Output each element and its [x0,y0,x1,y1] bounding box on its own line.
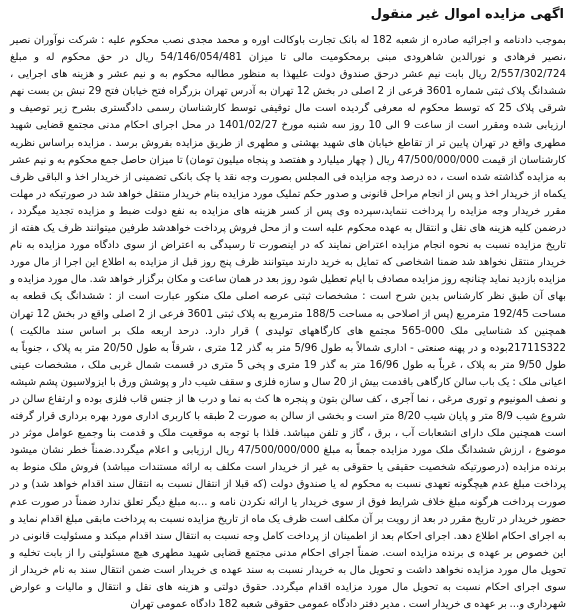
notice-title: اگهی مزایده اموال غیر منقول [370,7,564,22]
notice-body: بموجب دادنامه و اجرائیه صادره از شعبه 182 له بانک تجارت باوکالت اوره و محمد مجدی نصب محکوم علیه : شرکت نوآوران نصیر ،نصیر فرهادی و نورالدین شاهرودی مبنی برمحکومیت مالی تا میزان 54/146/054/481 ریال در حق محکوم له و مبلغ 2/557/302/724 ریال بابت نیم عشر درحق صندوق دولت علیهذا به منظور مطالبه محکوم به و نیم عشر و هزینه های اجرایی ، ششدانگ پلاک ثبتی شماره 3601 فرعی از 2 اصلی در بخش 12 تهران به آدرس تهران بزرگراه فتح خیابان فتح 29 نبش بن بست نهم شرقی پلاک 25 که توسط محکوم له معرفی گردیده است مال توقیفی توسط کارشناسان رسمی دادگستری بشرح زیر توصیف و ارزیابی شده ومقرر است از ساعت 9 الی 10 روز سه شنبه مورخ 1401/02/27 در محل اجرای احکام مدنی مجتمع قضایی شهید مطهری واقع در تهران پایین تر از تقاطع خیابان های شهید بهشتی و مطهری از طریق مزایده بفروش برسد . مزایده براساس نظریه کارشناسان از قیمت 47/500/000/000 ریال ( چهار میلیارد و هفتصد و پنجاه میلیون تومان) تا میزان حاصل جمع محکوم به و نیم عشر به مزایده گذاشته شده است ، ده درصد وجه مزایده فی المجلس بصورت وجه نقد یا چک بانکی تضمینی از خریدار اخذ و الباقی ظرف یکماه از خریدار اخذ و پس از انجام مراحل قانونی و صدور حکم تملیک مورد مزایده بنام خریدار منتقل خواهد شد در صورتیکه در مهلت مقرر خریدار وجه مزایده را پرداخت ننماید،سپرده وی پس از کسر هزینه های مزایده به نفع دولت ضبط و مزایده تجدید میگردد ، درضمن کلیه هزینه های نقل و انتقال به عهده محکوم علیه است و از محل فروش پرداخت خواهدشد طرفین میتوانند ظرف یک هفته از تاریخ مزایده نسبت به نحوه انجام مزایده اعتراض نمایند که در اینصورت تا رسیدگی به اعتراض از سوی دادگاه مورد مزایده به نام خریدار منتقل نخواهد شد ضمنا اشخاصی که تمایل به خرید دارند میتوانند ظرف پنج روز قبل از مزایده به اطلاع این اجرا از مال مورد مزایده بازدید نماید چنانچه روز مزایده مصادف با ایام تعطیل شود روز بعد در همان ساعت و مکان برگزار خواهد شد. مال مورد مزایده و بهای آن طبق نظر کارشناس بدین شرح است : مشخصات ثبتی عرصه اصلی ملک منکور عبارت است از : ششدانگ یک قطعه به مساحت 192/45 مترمربع (پس از اصلاحی به مساحت 188/5 مترمربع به پلاک ثبتی 3601 فرعی از 2 اصلی واقع در بخش 12 تهران همچنین کد شناسایی ملک 000-565 مجتمع های کارگاههای تولیدی ) قرار دارد. درحد اربعه ملک بر اساس سند مالکیت ) 21711S322بوده و در پهنه صنعتی - اداری شمالاً به طول 5/96 متر به گذر 12 متری ، شرقاً به طول 20/50 متر به پلاک ، جنوباً به طول 9/50 متر به پلاک ، غرباً به طول 16/96 متر به گذر 19 متری و پخی 5 متری در قسمت شمال غربی ملک ، مشخصات عینی اعیانی ملک : یک باب سالن کارگاهی باقدمت بیش از 20 سال و سازه فلزی و سقف شیب دار و پوشش ورق با ایزولاسیون پشم شیشه و نصف المونیوم و توری مرغی ، نما آجری ، کف سالن بتون و پنجره ها کث به نما و درب ها از جنس قاب فلزی بوده و ارتفاع سالن در شروع شیب 8/9 متر و پایان شیب 8/20 متر است و بخشی از سالن به صورت 2 طبقه با کاربری اداری مورد بهره برداری قرار گرفته است همچنین ملک دارای انشعابات آب ، برق ، گاز و تلفن میباشد. فلذا با توجه به موقعیت ملک و قدمت بنا وجمیع عوامل موثر در موضوع ، ارزش ششدانگ ملک مورد مزایده جمعاً به مبلغ 47/500/000/000 ریال ارزیابی و اعلام میگردد.ضمناً خطر نشان میشود برنده مزایده (درصورتیکه شخصیت حقیقی یا حقوقی به غیر از خریدار است مکلف به ارائه مستندات میباشد) فروش ملک منوط به پرداخت مبلغ عدم هیچگونه تعهدی نسبت به محکوم له یا صندوق دولت (که قبلا از انتقال نسبت به انتقال سند اقدام خواهد شد) و در صورت پرداخت هرگونه مبلغ خلاف شرایط فوق از سوی خریدار یا ارائه نکردن نامه و ...به مبلغ دیگر تعلق ندارد ضمناً در صورت عدم حضور خریدار در تاریخ مقرر در بعد از رویت بر آن مکلف است ظرف یک ماه از تاریخ مزایده نسبت به پرداخت مابقی مبلغ اقدام نماید و به اجرای احکام اطلاع دهد. اجرای احکام بعد از اطمینان از پرداخت کامل وجه نسبت به انتقال سند اقدام میکند و مسئولیت قانونی در این خصوص بر عهده ی برنده مزایده است. ضمناً اجرای احکام مدنی مجتمع قضایی شهید مطهری هیچ مسئولیتی را از بابت تخلیه و تحویل مال مورد مزایده نخواهد داشت و تحویل مال به خریدار نسبت به سند عهده ی خریدار است ضمن انتقال سند به نام خریدار از سوی اجرای احکام نسبت به تحویل مال مورد مزایده اقدام میگردد. حقوق دولتی و هزینه های نقل و انتقال و مالیات و عوارض شهرداری و... بر عهده ی خریدار است . مدیر دفتر دادگاه عمومی حقوقی شعبه 182 دادگاه عمومی تهران [10,35,567,611]
